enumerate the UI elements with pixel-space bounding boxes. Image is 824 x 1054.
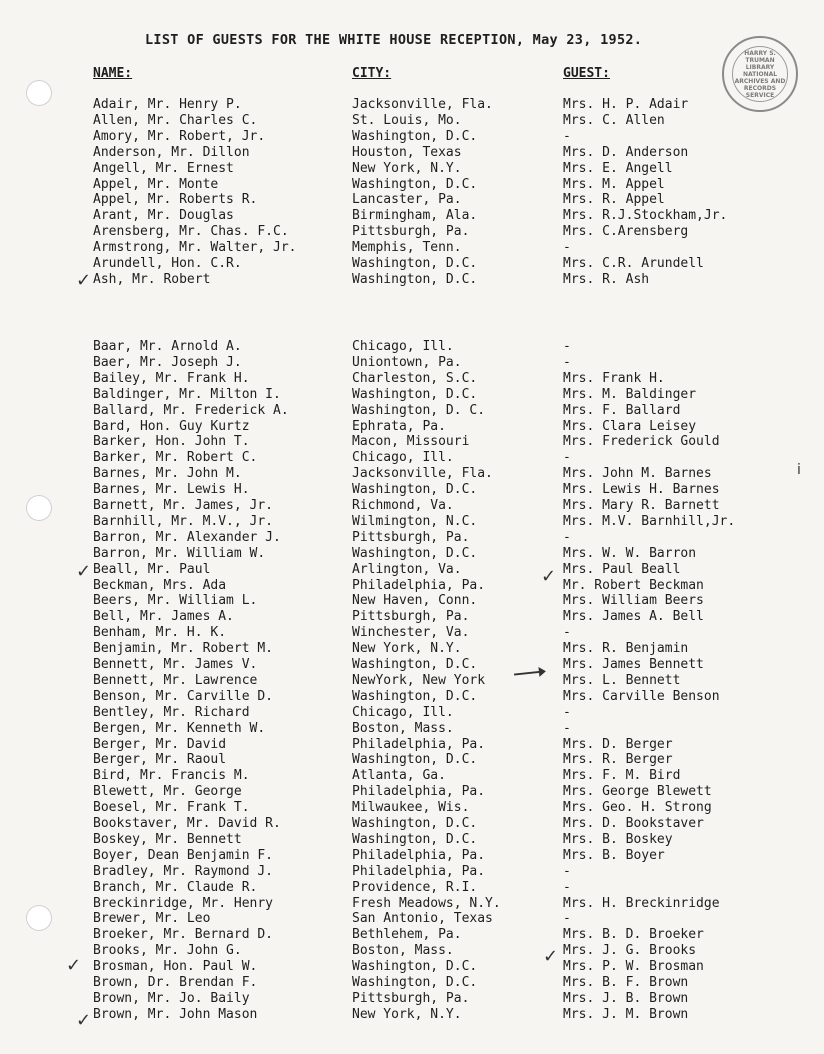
guest-city: Charleston, S.C. (352, 370, 478, 386)
guest-row (0, 355, 824, 371)
guest-name: Brown, Mr. Jo. Baily (93, 990, 250, 1006)
guest-city: Richmond, Va. (352, 498, 454, 513)
accompanying-guest: Mrs. M.V. Barnhill,Jr. (563, 513, 736, 529)
guest-city: Washington, D.C. (352, 752, 478, 768)
accompanying-guest: Mrs. D. Berger (563, 736, 673, 752)
accompanying-guest: - (563, 240, 571, 256)
guest-city: Milwaukee, Wis. (352, 800, 470, 816)
accompanying-guest: Mrs. Paul Beall (563, 561, 681, 577)
guest-row (0, 768, 824, 784)
accompanying-guest: Mrs. George Blewett (563, 784, 712, 800)
accompanying-guest: Mrs. H. Breckinridge (563, 895, 720, 911)
guest-name: Barker, Mr. Robert C. (93, 450, 258, 466)
guest-name: Appel, Mr. Roberts R. (93, 192, 258, 208)
check-mark-icon: ✓ (76, 1010, 92, 1031)
guest-name: Beers, Mr. William L. (93, 593, 258, 609)
guest-city: Pittsburgh, Pa. (352, 609, 470, 625)
accompanying-guest: Mrs. R. Berger (563, 752, 673, 768)
accompanying-guest: Mrs. H. P. Adair (563, 97, 689, 112)
guest-name: Adair, Mr. Henry P. (93, 97, 242, 112)
accompanying-guest: Mrs. B. D. Broeker (563, 927, 704, 943)
guest-city: Philadelphia, Pa. (352, 784, 486, 800)
guest-city: Washington, D.C. (352, 975, 478, 990)
guest-name: Bradley, Mr. Raymond J. (93, 863, 274, 879)
guest-city: Washington, D.C. (352, 688, 478, 704)
guest-name: Benson, Mr. Carville D. (93, 688, 274, 704)
guest-row (0, 689, 824, 705)
guest-name: Barnett, Mr. James, Jr. (93, 498, 274, 513)
guest-name: Bard, Hon. Guy Kurtz (93, 418, 250, 434)
accompanying-guest: Mrs. Frank H. (563, 370, 665, 386)
guest-city: Chicago, Ill. (352, 704, 454, 720)
guest-city: Washington, D.C. (352, 128, 478, 144)
guest-city: New York, N.Y. (352, 641, 462, 657)
accompanying-guest: Mrs. E. Angell (563, 160, 673, 176)
accompanying-guest: Mrs. John M. Barnes (563, 466, 712, 482)
guest-name: Brewer, Mr. Leo (93, 911, 211, 927)
guest-row (0, 562, 824, 578)
guest-city: Bethlehem, Pa. (352, 927, 462, 943)
guest-name: Ash, Mr. Robert (93, 271, 211, 287)
accompanying-guest: Mrs. W. W. Barron (563, 545, 697, 561)
accompanying-guest: Mrs. J. G. Brooks (563, 943, 697, 959)
guest-name: Brown, Dr. Brendan F. (93, 975, 258, 990)
guest-city: Philadelphia, Pa. (352, 736, 486, 752)
guest-name: Arensberg, Mr. Chas. F.C. (93, 224, 289, 240)
guest-city: Ephrata, Pa. (352, 418, 446, 434)
guest-city: New York, N.Y. (352, 160, 462, 176)
guest-city: Memphis, Tenn. (352, 240, 462, 256)
guest-name: Barnes, Mr. John M. (93, 466, 242, 482)
accompanying-guest: Mrs. J. M. Brown (563, 1006, 689, 1022)
guest-city: Chicago, Ill. (352, 339, 454, 354)
guest-city: Lancaster, Pa. (352, 192, 462, 208)
guest-city: Winchester, Va. (352, 625, 470, 641)
guest-row (0, 911, 824, 927)
guest-name: Appel, Mr. Monte (93, 176, 219, 192)
stray-mark: i (797, 462, 801, 478)
guest-city: Washington, D.C. (352, 482, 478, 498)
guest-row (0, 927, 824, 943)
check-mark-icon: ✓ (76, 561, 92, 582)
check-mark-icon: ✓ (543, 946, 559, 967)
accompanying-guest: - (563, 529, 571, 545)
guest-row (0, 97, 824, 113)
accompanying-guest: Mrs. D. Bookstaver (563, 816, 704, 831)
guest-name: Bennett, Mr. Lawrence (93, 672, 258, 688)
guest-row (0, 737, 824, 753)
guest-name: Armstrong, Mr. Walter, Jr. (93, 240, 297, 256)
guest-row (0, 784, 824, 800)
accompanying-guest: - (563, 128, 571, 144)
guest-city: Wilmington, N.C. (352, 513, 478, 529)
guest-row (0, 673, 824, 689)
guest-row (0, 208, 824, 224)
accompanying-guest: Mrs. R. Ash (563, 271, 650, 287)
accompanying-guest: - (563, 911, 571, 927)
guest-name: Berger, Mr. Raoul (93, 752, 227, 768)
name-column-header: NAME: (93, 66, 133, 81)
guest-name: Berger, Mr. David (93, 736, 227, 752)
guest-row (0, 959, 824, 975)
accompanying-guest: - (563, 625, 571, 641)
guest-row (0, 403, 824, 419)
accompanying-guest: Mrs. M. Appel (563, 176, 665, 192)
guest-name: Barnes, Mr. Lewis H. (93, 482, 250, 498)
check-mark-icon: ✓ (76, 270, 92, 291)
guest-name: Brooks, Mr. John G. (93, 943, 242, 959)
guest-row (0, 848, 824, 864)
accompanying-guest: Mrs. James Bennett (563, 657, 704, 672)
guest-city: San Antonio, Texas (352, 911, 493, 927)
accompanying-guest: - (563, 863, 571, 879)
guest-name: Barron, Mr. Alexander J. (93, 529, 281, 545)
guest-name: Baar, Mr. Arnold A. (93, 339, 242, 354)
accompanying-guest: Mrs. F. Ballard (563, 402, 681, 418)
guest-row (0, 816, 824, 832)
guest-city: Boston, Mass. (352, 720, 454, 736)
guest-name: Barnhill, Mr. M.V., Jr. (93, 513, 274, 529)
accompanying-guest: Mrs. C.Arensberg (563, 224, 689, 240)
guest-city: Fresh Meadows, N.Y. (352, 895, 501, 911)
guest-row (0, 256, 824, 272)
guest-row (0, 371, 824, 387)
guest-row (0, 896, 824, 912)
guest-row (0, 387, 824, 403)
guest-row (0, 272, 824, 288)
guest-row (0, 482, 824, 498)
guest-city: Jacksonville, Fla. (352, 97, 493, 112)
accompanying-guest: Mrs. R. Appel (563, 192, 665, 208)
accompanying-guest: Mrs. C. Allen (563, 112, 665, 128)
accompanying-guest: Mrs. Carville Benson (563, 688, 720, 704)
accompanying-guest: Mrs. Geo. H. Strong (563, 800, 712, 816)
guest-row (0, 800, 824, 816)
accompanying-guest: Mrs. James A. Bell (563, 609, 704, 625)
accompanying-guest: Mrs. William Beers (563, 593, 704, 609)
guest-name: Bookstaver, Mr. David R. (93, 816, 281, 831)
guest-city: Boston, Mass. (352, 943, 454, 959)
guest-city: Washington, D.C. (352, 545, 478, 561)
guest-city: Providence, R.I. (352, 879, 478, 895)
guest-row (0, 864, 824, 880)
guest-row (0, 419, 824, 435)
guest-name: Amory, Mr. Robert, Jr. (93, 128, 266, 144)
guest-name: Arant, Mr. Douglas (93, 208, 234, 224)
guest-name: Beall, Mr. Paul (93, 561, 211, 577)
guest-row (0, 498, 824, 514)
guest-row (0, 145, 824, 161)
accompanying-guest: Mr. Robert Beckman (563, 577, 704, 593)
guest-city: Birmingham, Ala. (352, 208, 478, 224)
guest-row (0, 943, 824, 959)
guest-name: Boyer, Dean Benjamin F. (93, 847, 274, 863)
guest-row (0, 530, 824, 546)
guest-city: Houston, Texas (352, 144, 462, 160)
guest-name: Bird, Mr. Francis M. (93, 768, 250, 784)
guest-name: Bell, Mr. James A. (93, 609, 234, 625)
guest-city: Uniontown, Pa. (352, 354, 462, 370)
guest-name: Benjamin, Mr. Robert M. (93, 641, 274, 657)
guest-city: Washington, D.C. (352, 959, 478, 975)
guest-row (0, 434, 824, 450)
accompanying-guest: Mrs. D. Anderson (563, 144, 689, 160)
guest-name: Brosman, Hon. Paul W. (93, 959, 258, 975)
guest-row (0, 192, 824, 208)
guest-name: Blewett, Mr. George (93, 784, 242, 800)
guest-row (0, 657, 824, 673)
accompanying-guest: Mrs. Mary R. Barnett (563, 498, 720, 513)
guest-name: Brown, Mr. John Mason (93, 1006, 258, 1022)
guest-city: Macon, Missouri (352, 434, 470, 450)
accompanying-guest: - (563, 879, 571, 895)
accompanying-guest: - (563, 339, 571, 354)
guest-city: Washington, D.C. (352, 271, 478, 287)
guest-name: Bennett, Mr. James V. (93, 657, 258, 672)
check-mark-icon: ✓ (541, 566, 557, 587)
guest-city: Pittsburgh, Pa. (352, 529, 470, 545)
guest-city: NewYork, New York (352, 672, 486, 688)
accompanying-guest: - (563, 354, 571, 370)
guest-name: Bergen, Mr. Kenneth W. (93, 720, 266, 736)
guest-row (0, 224, 824, 240)
guest-city: Philadelphia, Pa. (352, 863, 486, 879)
guest-name: Branch, Mr. Claude R. (93, 879, 258, 895)
guest-name: Barron, Mr. William W. (93, 545, 266, 561)
guest-row (0, 240, 824, 256)
accompanying-guest: - (563, 720, 571, 736)
guest-row (0, 609, 824, 625)
accompanying-guest: Mrs. P. W. Brosman (563, 959, 704, 975)
guest-city: New York, N.Y. (352, 1006, 462, 1022)
accompanying-guest: Mrs. B. Boskey (563, 831, 673, 847)
guest-row (0, 641, 824, 657)
guest-name: Allen, Mr. Charles C. (93, 112, 258, 128)
guest-row (0, 991, 824, 1007)
guest-name: Anderson, Mr. Dillon (93, 144, 250, 160)
guest-city: Philadelphia, Pa. (352, 577, 486, 593)
guest-row (0, 161, 824, 177)
guest-row (0, 705, 824, 721)
guest-city: Arlington, Va. (352, 561, 462, 577)
guest-row (0, 625, 824, 641)
guest-row (0, 129, 824, 145)
guest-row (0, 721, 824, 737)
guest-row (0, 593, 824, 609)
guest-row (0, 832, 824, 848)
guest-name: Baldinger, Mr. Milton I. (93, 386, 281, 402)
guest-name: Broeker, Mr. Bernard D. (93, 927, 274, 943)
guest-city: Jacksonville, Fla. (352, 466, 493, 482)
guest-row (0, 450, 824, 466)
guest-name: Boskey, Mr. Bennett (93, 831, 242, 847)
guest-name: Breckinridge, Mr. Henry (93, 895, 274, 911)
guest-row (0, 578, 824, 594)
guest-name: Barker, Hon. John T. (93, 434, 250, 450)
accompanying-guest: Mrs. R. Benjamin (563, 641, 689, 657)
accompanying-guest: - (563, 704, 571, 720)
guest-city: Washington, D.C. (352, 176, 478, 192)
guest-city: Philadelphia, Pa. (352, 847, 486, 863)
check-mark-icon: ✓ (66, 955, 82, 976)
guest-row (0, 177, 824, 193)
guest-city: Washington, D.C. (352, 386, 478, 402)
guest-name: Angell, Mr. Ernest (93, 160, 234, 176)
accompanying-guest: Mrs. B. Boyer (563, 847, 665, 863)
guest-row (0, 546, 824, 562)
guest-city: Atlanta, Ga. (352, 768, 446, 784)
accompanying-guest: Mrs. M. Baldinger (563, 386, 697, 402)
guest-row (0, 975, 824, 991)
accompanying-guest: Mrs. J. B. Brown (563, 990, 689, 1006)
accompanying-guest: Mrs. C.R. Arundell (563, 256, 704, 271)
guest-row (0, 466, 824, 482)
guest-name: Bailey, Mr. Frank H. (93, 370, 250, 386)
guest-name: Ballard, Mr. Frederick A. (93, 402, 289, 418)
accompanying-guest: Mrs. B. F. Brown (563, 975, 689, 990)
guest-city: Washington, D.C. (352, 657, 478, 672)
guest-column-header: GUEST: (563, 66, 610, 81)
guest-name: Benham, Mr. H. K. (93, 625, 227, 641)
guest-city: St. Louis, Mo. (352, 112, 462, 128)
stamp-text: HARRY S. TRUMAN LIBRARY NATIONAL ARCHIVES AND RECORDS SERVICE (734, 49, 786, 99)
guest-row (0, 339, 824, 355)
guest-row (0, 514, 824, 530)
guest-name: Bentley, Mr. Richard (93, 704, 250, 720)
accompanying-guest: Mrs. Clara Leisey (563, 418, 697, 434)
accompanying-guest: Mrs. L. Bennett (563, 672, 681, 688)
guest-name: Baer, Mr. Joseph J. (93, 354, 242, 370)
document-title: LIST OF GUESTS FOR THE WHITE HOUSE RECEPTION, May 23, 1952. (145, 32, 643, 48)
guest-city: Washington, D. C. (352, 402, 486, 418)
guest-city: Pittsburgh, Pa. (352, 224, 470, 240)
guest-city: Washington, D.C. (352, 256, 478, 271)
accompanying-guest: Mrs. Lewis H. Barnes (563, 482, 720, 498)
guest-row (0, 880, 824, 896)
accompanying-guest: Mrs. Frederick Gould (563, 434, 720, 450)
accompanying-guest: Mrs. R.J.Stockham,Jr. (563, 208, 728, 224)
city-column-header: CITY: (352, 66, 392, 81)
guest-row (0, 113, 824, 129)
guest-city: Pittsburgh, Pa. (352, 990, 470, 1006)
guest-city: Washington, D.C. (352, 831, 478, 847)
guest-name: Arundell, Hon. C.R. (93, 256, 242, 271)
guest-city: Chicago, Ill. (352, 450, 454, 466)
guest-row (0, 1007, 824, 1023)
guest-city: Washington, D.C. (352, 816, 478, 831)
guest-name: Beckman, Mrs. Ada (93, 577, 227, 593)
guest-name: Boesel, Mr. Frank T. (93, 800, 250, 816)
guest-city: New Haven, Conn. (352, 593, 478, 609)
accompanying-guest: - (563, 450, 571, 466)
guest-row (0, 752, 824, 768)
accompanying-guest: Mrs. F. M. Bird (563, 768, 681, 784)
